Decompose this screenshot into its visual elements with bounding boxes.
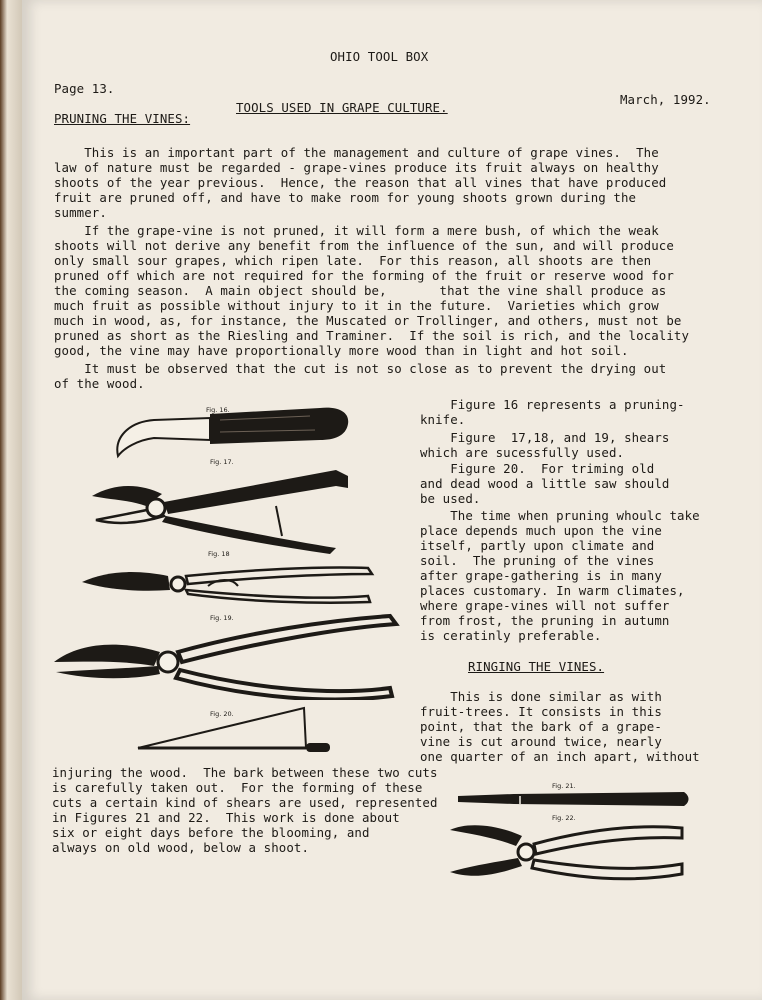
text-line: cuts a certain kind of shears are used, represented	[52, 795, 438, 810]
text-line: pruned as short as the Riesling and Traminer. If the soil is rich, and the locality	[54, 328, 690, 343]
fig16-caption: Fig. 16.	[206, 406, 230, 414]
text-line: shoots will not derive any benefit from the influence of the sun, and will produce	[54, 238, 674, 253]
page-number: Page 13.	[54, 81, 115, 96]
text-line: soil. The pruning of the vines	[420, 553, 655, 568]
text-line: point, that the bark of a grape-	[420, 719, 662, 734]
text-line: shoots of the year previous. Hence, the reason that all vines that have produced	[54, 175, 667, 190]
text-line: Figure 16 represents a pruning-	[420, 397, 685, 412]
text-line: itself, partly upon climate and	[420, 538, 655, 553]
text-line: good, the vine may have proportionally more wood than in light and hot soil.	[54, 343, 629, 358]
text-line: of the wood.	[54, 376, 145, 391]
issue-date: March, 1992.	[620, 92, 711, 107]
text-line: much in wood, as, for instance, the Muscated or Trollinger, and others, must not be	[54, 313, 682, 328]
text-line: always on old wood, below a shoot.	[52, 840, 310, 855]
newsletter-page	[22, 0, 762, 1000]
text-line: fruit-trees. It consists in this	[420, 704, 662, 719]
text-line: and dead wood a little saw should	[420, 476, 670, 491]
shears-fig17-illustration	[86, 466, 356, 554]
text-line: where grape-vines will not suffer	[420, 598, 670, 613]
text-line: The time when pruning whoulc take	[420, 508, 700, 523]
text-line: It must be observed that the cut is not so close as to prevent the drying out	[54, 361, 667, 376]
text-line: summer.	[54, 205, 107, 220]
text-line: This is done similar as with	[420, 689, 662, 704]
binder-edge	[0, 0, 24, 1000]
text-line: injuring the wood. The bark between these two cuts	[52, 765, 438, 780]
text-line: from frost, the pruning in autumn	[420, 613, 670, 628]
text-line: If the grape-vine is not pruned, it will form a mere bush, of which the weak	[54, 223, 659, 238]
section-heading-ringing: RINGING THE VINES.	[468, 659, 605, 674]
text-line: much fruit as possible without injury to it in the future. Varieties which grow	[54, 298, 659, 313]
text-line: be used.	[420, 491, 481, 506]
section-heading-pruning: PRUNING THE VINES:	[54, 111, 191, 126]
fig20-caption: Fig. 20.	[210, 710, 234, 718]
ringing-shears-illustration	[446, 818, 690, 888]
text-line: is carefully taken out. For the forming of these	[52, 780, 423, 795]
text-line: knife.	[420, 412, 466, 427]
shears-fig19-illustration	[50, 612, 400, 700]
shears-fig18-illustration	[78, 560, 378, 606]
text-line: only small sour grapes, which ripen late. For this reason, all shoots are then	[54, 253, 652, 268]
text-line: law of nature must be regarded - grape-vines produce its fruit always on healthy	[54, 160, 659, 175]
text-line: This is an important part of the management and culture of grape vines. The	[54, 145, 659, 160]
text-line: the coming season. A main object should be, that the vine shall produce as	[54, 283, 667, 298]
text-line: vine is cut around twice, nearly	[420, 734, 662, 749]
text-line: Figure 20. For triming old	[420, 461, 655, 476]
ringing-knife-illustration	[454, 788, 690, 810]
text-line: place depends much upon the vine	[420, 523, 662, 538]
fig18-caption: Fig. 18	[208, 550, 230, 558]
fig21-caption: Fig. 21.	[552, 782, 576, 790]
pruning-knife-illustration	[110, 398, 360, 470]
fig17-caption: Fig. 17.	[210, 458, 234, 466]
fig19-caption: Fig. 19.	[210, 614, 234, 622]
text-line: Figure 17,18, and 19, shears	[420, 430, 670, 445]
publication-title: OHIO TOOL BOX	[330, 49, 429, 64]
text-line: places customary. In warm climates,	[420, 583, 685, 598]
saw-illustration	[134, 704, 344, 754]
article-title: TOOLS USED IN GRAPE CULTURE.	[236, 100, 448, 115]
text-line: in Figures 21 and 22. This work is done about	[52, 810, 400, 825]
text-line: after grape-gathering is in many	[420, 568, 662, 583]
text-line: six or eight days before the blooming, and	[52, 825, 370, 840]
text-line: fruit are pruned off, and have to make room for young shoots grown during the	[54, 190, 637, 205]
text-line: which are sucessfully used.	[420, 445, 625, 460]
fig22-caption: Fig. 22.	[552, 814, 576, 822]
text-line: one quarter of an inch apart, without	[420, 749, 700, 764]
text-line: pruned off which are not required for the forming of the fruit or reserve wood for	[54, 268, 674, 283]
text-line: is ceratinly preferable.	[420, 628, 602, 643]
